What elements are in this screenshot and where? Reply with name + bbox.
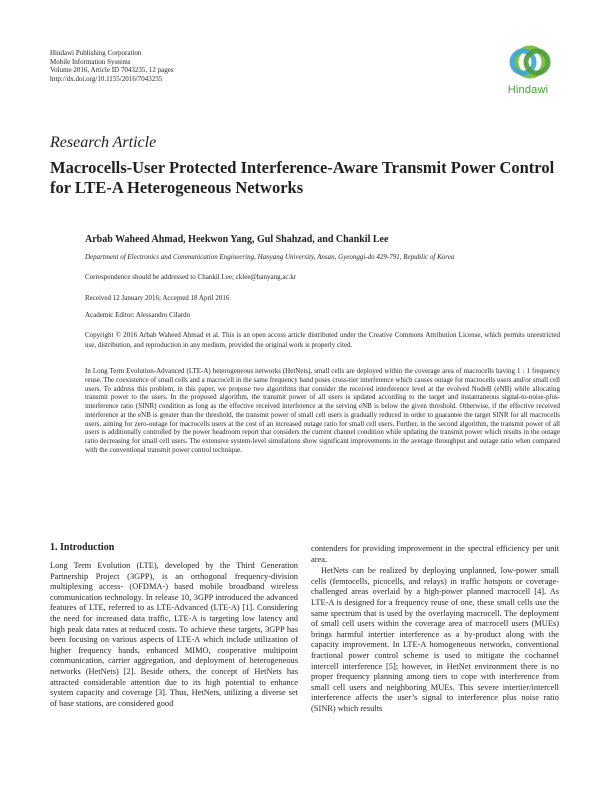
copyright-notice: Copyright © 2016 Arbab Waheed Ahmad et al. This is an open access article distributed under the Creative Commons Attribution License, which permits unrestricted use, distribution, and reproduction in any medium, provided the original work is properly cited. [85,331,560,349]
hindawi-logo-text: Hindawi [507,84,549,96]
volume-info: Volume 2016, Article ID 7043235, 12 pages [50,66,174,75]
hindawi-logo [500,44,560,96]
body-paragraph: HetNets can be realized by deploying unplanned, low-power small cells (femtocells, picocells, and relays) in traffic hotspots or coverage-challenged areas overlaid by a high-power planned macrocell [4]. As LTE-A is designed for a frequency reuse of one, these small cells use the same spectrum that is used by the overlaying macrocell. The deployment of small cell users within the coverage area of macrocell users (MUEs) brings harmful intertier interference as a by-product along with the capacity improvement. In LTE-A homogeneous networks, conventional fractional power control scheme is used to mitigate the cochannel intercell interference [5]; however, in HetNet environment there is no proper frequency planning among tiers to cope with interference from small cell users and neighboring MUEs. This severe intertier/intercell interference affects the user’s signal to interference plus noise ratio (SINR) which results [311,566,559,713]
academic-editor: Academic Editor: Alessandro Cilardo [85,311,191,319]
body-paragraph: contenders for providing improvement in the spectral efficiency per unit area. [311,544,559,564]
section-heading: 1. Introduction [50,542,115,553]
publisher-name: Hindawi Publishing Corporation [50,49,142,57]
right-column [311,544,559,715]
author-list: Arbab Waheed Ahmad, Heekwon Yang, Gul Shahzad, and Chankil Lee [85,234,389,245]
hindawi-logo-icon [504,44,556,84]
received-accepted-dates: Received 12 January 2016; Accepted 18 April 2016 [85,294,230,302]
publisher-info [50,49,174,83]
article-type: Research Article [50,134,157,151]
affiliation: Department of Electronics and Communication Engineering, Hanyang University, Ansan, Gyeonggi-do 429-791, Republic of Korea [85,253,455,261]
left-column [50,542,298,709]
body-paragraph: Long Term Evolution (LTE), developed by the Third Generation Partnership Project (3GPP), is an orthogonal frequency-division multiplexing access- (OFDMA-) based mobile broadband wireless communication technology. In release 10, 3GPP introduced the advanced features of LTE, referred to as LTE-Advanced (LTE-A) [1]. Considering the need for increased data traffic, LTE-A is targeting low latency and high peak data rates at reduced costs. To achieve these targets, 3GPP has been focusing on various aspects of LTE-A which include utilization of higher frequency bands, enhanced MIMO, cooperative multipoint communication, carrier aggregation, and deployment of heterogeneous networks (HetNets) [2]. Beside others, the concept of HetNets has attracted considerable attention due to its high potential to enhance system capacity and coverage [3]. Thus, HetNets, utilizing a diverse set of base stations, are considered good [50,561,298,708]
correspondence: Correspondence should be addressed to Chankil Lee; cklee@hanyang.ac.kr [85,273,297,281]
journal-name: Mobile Information Systems [50,57,131,66]
abstract: In Long Term Evolution-Advanced (LTE-A) heterogeneous networks (HetNets), small cells are deployed within the coverage area of macrocells having 1 : 1 frequency reuse. The coexistence of small cells and a macrocell in the same frequency band poses cross-tier interference which causes outage for macrocells users and/or small cell users. To address this problem, in this paper, we propose two algorithms that consider the received interference level at the evolved NodeB (eNB) while allocating transmit power to the users. In the proposed algorithm, the transmit power of all users is updated according to the target and instantaneous signal-to-noise-plus-interference ratio (SINR) condition as long as the effective received interference at the serving eNB is below the given threshold. Otherwise, if the effective received interference at the eNB is greater than the threshold, the transmit power of small cell users is gradually reduced in order to guarantee the target SINR for all macrocells users, aiming for zero-outage for macrocells users at the cost of an increased outage ratio for small cell users. Further, in the second algorithm, the transmit power of all users is additionally controlled by the power headroom report that considers the current channel condition while updating the transmit power which results in the outage ratio decreasing for small cell users. The extensive system-level simulations show significant improvements in the average throughput and outage ratio when compared with the conventional transmit power control technique. [85,367,560,454]
paper-title: Macrocells-User Protected Interference-Aware Transmit Power Control for LTE-A Heterogeneous Networks [50,158,555,197]
doi-link[interactable]: http://dx.doi.org/10.1155/2016/7043235 [50,74,163,83]
